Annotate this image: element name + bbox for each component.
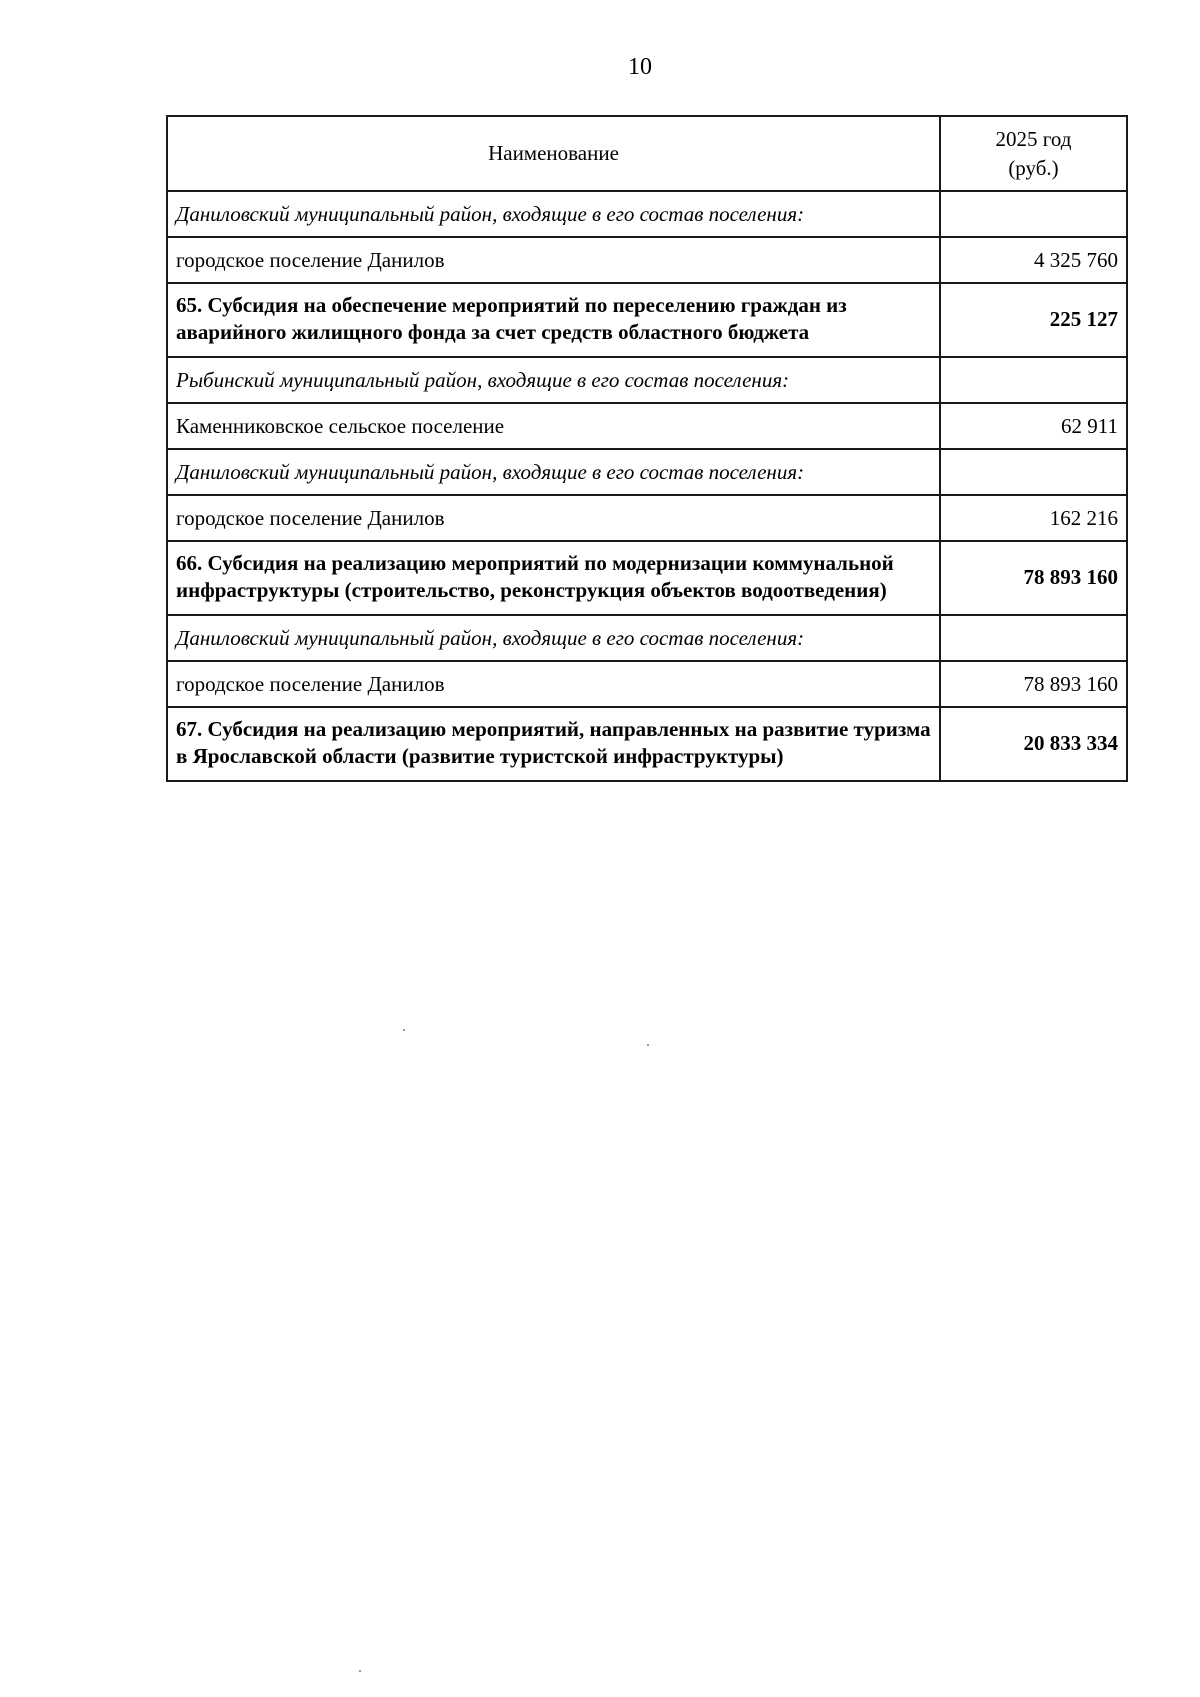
row-name: Даниловский муниципальный район, входящие в его состав поселения: (167, 191, 940, 237)
column-header-amount (940, 116, 1127, 191)
column-header-year: 2025 год (995, 126, 1072, 151)
row-amount (940, 449, 1127, 495)
row-name: 66. Субсидия на реализацию мероприятий по модернизации коммунальной инфраструктуры (строительство, реконструкция объектов водоотведения) (167, 541, 940, 615)
table-row-settlement (167, 495, 1127, 541)
table-row-district (167, 615, 1127, 661)
row-name: городское поселение Данилов (167, 495, 940, 541)
table-row-district (167, 191, 1127, 237)
table-row-subsidy (167, 707, 1127, 781)
row-amount: 78 893 160 (940, 661, 1127, 707)
row-amount: 162 216 (940, 495, 1127, 541)
table-row-settlement (167, 661, 1127, 707)
scan-speck (647, 1044, 649, 1046)
column-header-name: Наименование (167, 116, 940, 191)
row-name: Каменниковское сельское поселение (167, 403, 940, 449)
row-amount: 4 325 760 (940, 237, 1127, 283)
table-row-settlement (167, 237, 1127, 283)
scan-speck (403, 1029, 405, 1031)
row-amount: 225 127 (940, 283, 1127, 357)
row-amount: 20 833 334 (940, 707, 1127, 781)
budget-table (166, 115, 1128, 782)
row-amount: 62 911 (940, 403, 1127, 449)
row-name: городское поселение Данилов (167, 661, 940, 707)
row-name: Даниловский муниципальный район, входящие в его состав поселения: (167, 615, 940, 661)
row-name: 65. Субсидия на обеспечение мероприятий по переселению граждан из аварийного жилищного фонда за счет средств областного бюджета (167, 283, 940, 357)
row-amount (940, 191, 1127, 237)
column-header-unit: (руб.) (1008, 155, 1059, 180)
table-row-subsidy (167, 541, 1127, 615)
row-name: Даниловский муниципальный район, входящие в его состав поселения: (167, 449, 940, 495)
row-amount: 78 893 160 (940, 541, 1127, 615)
row-amount (940, 357, 1127, 403)
table-row-district (167, 357, 1127, 403)
row-name: Рыбинский муниципальный район, входящие в его состав поселения: (167, 357, 940, 403)
table-row-settlement (167, 403, 1127, 449)
table-header-row (167, 116, 1127, 191)
table-row-district (167, 449, 1127, 495)
row-name: городское поселение Данилов (167, 237, 940, 283)
table-row-subsidy (167, 283, 1127, 357)
row-amount (940, 615, 1127, 661)
page-number: 10 (628, 54, 652, 80)
scan-speck (359, 1670, 361, 1672)
row-name: 67. Субсидия на реализацию мероприятий, направленных на развитие туризма в Ярославской области (развитие туристской инфраструктуры) (167, 707, 940, 781)
